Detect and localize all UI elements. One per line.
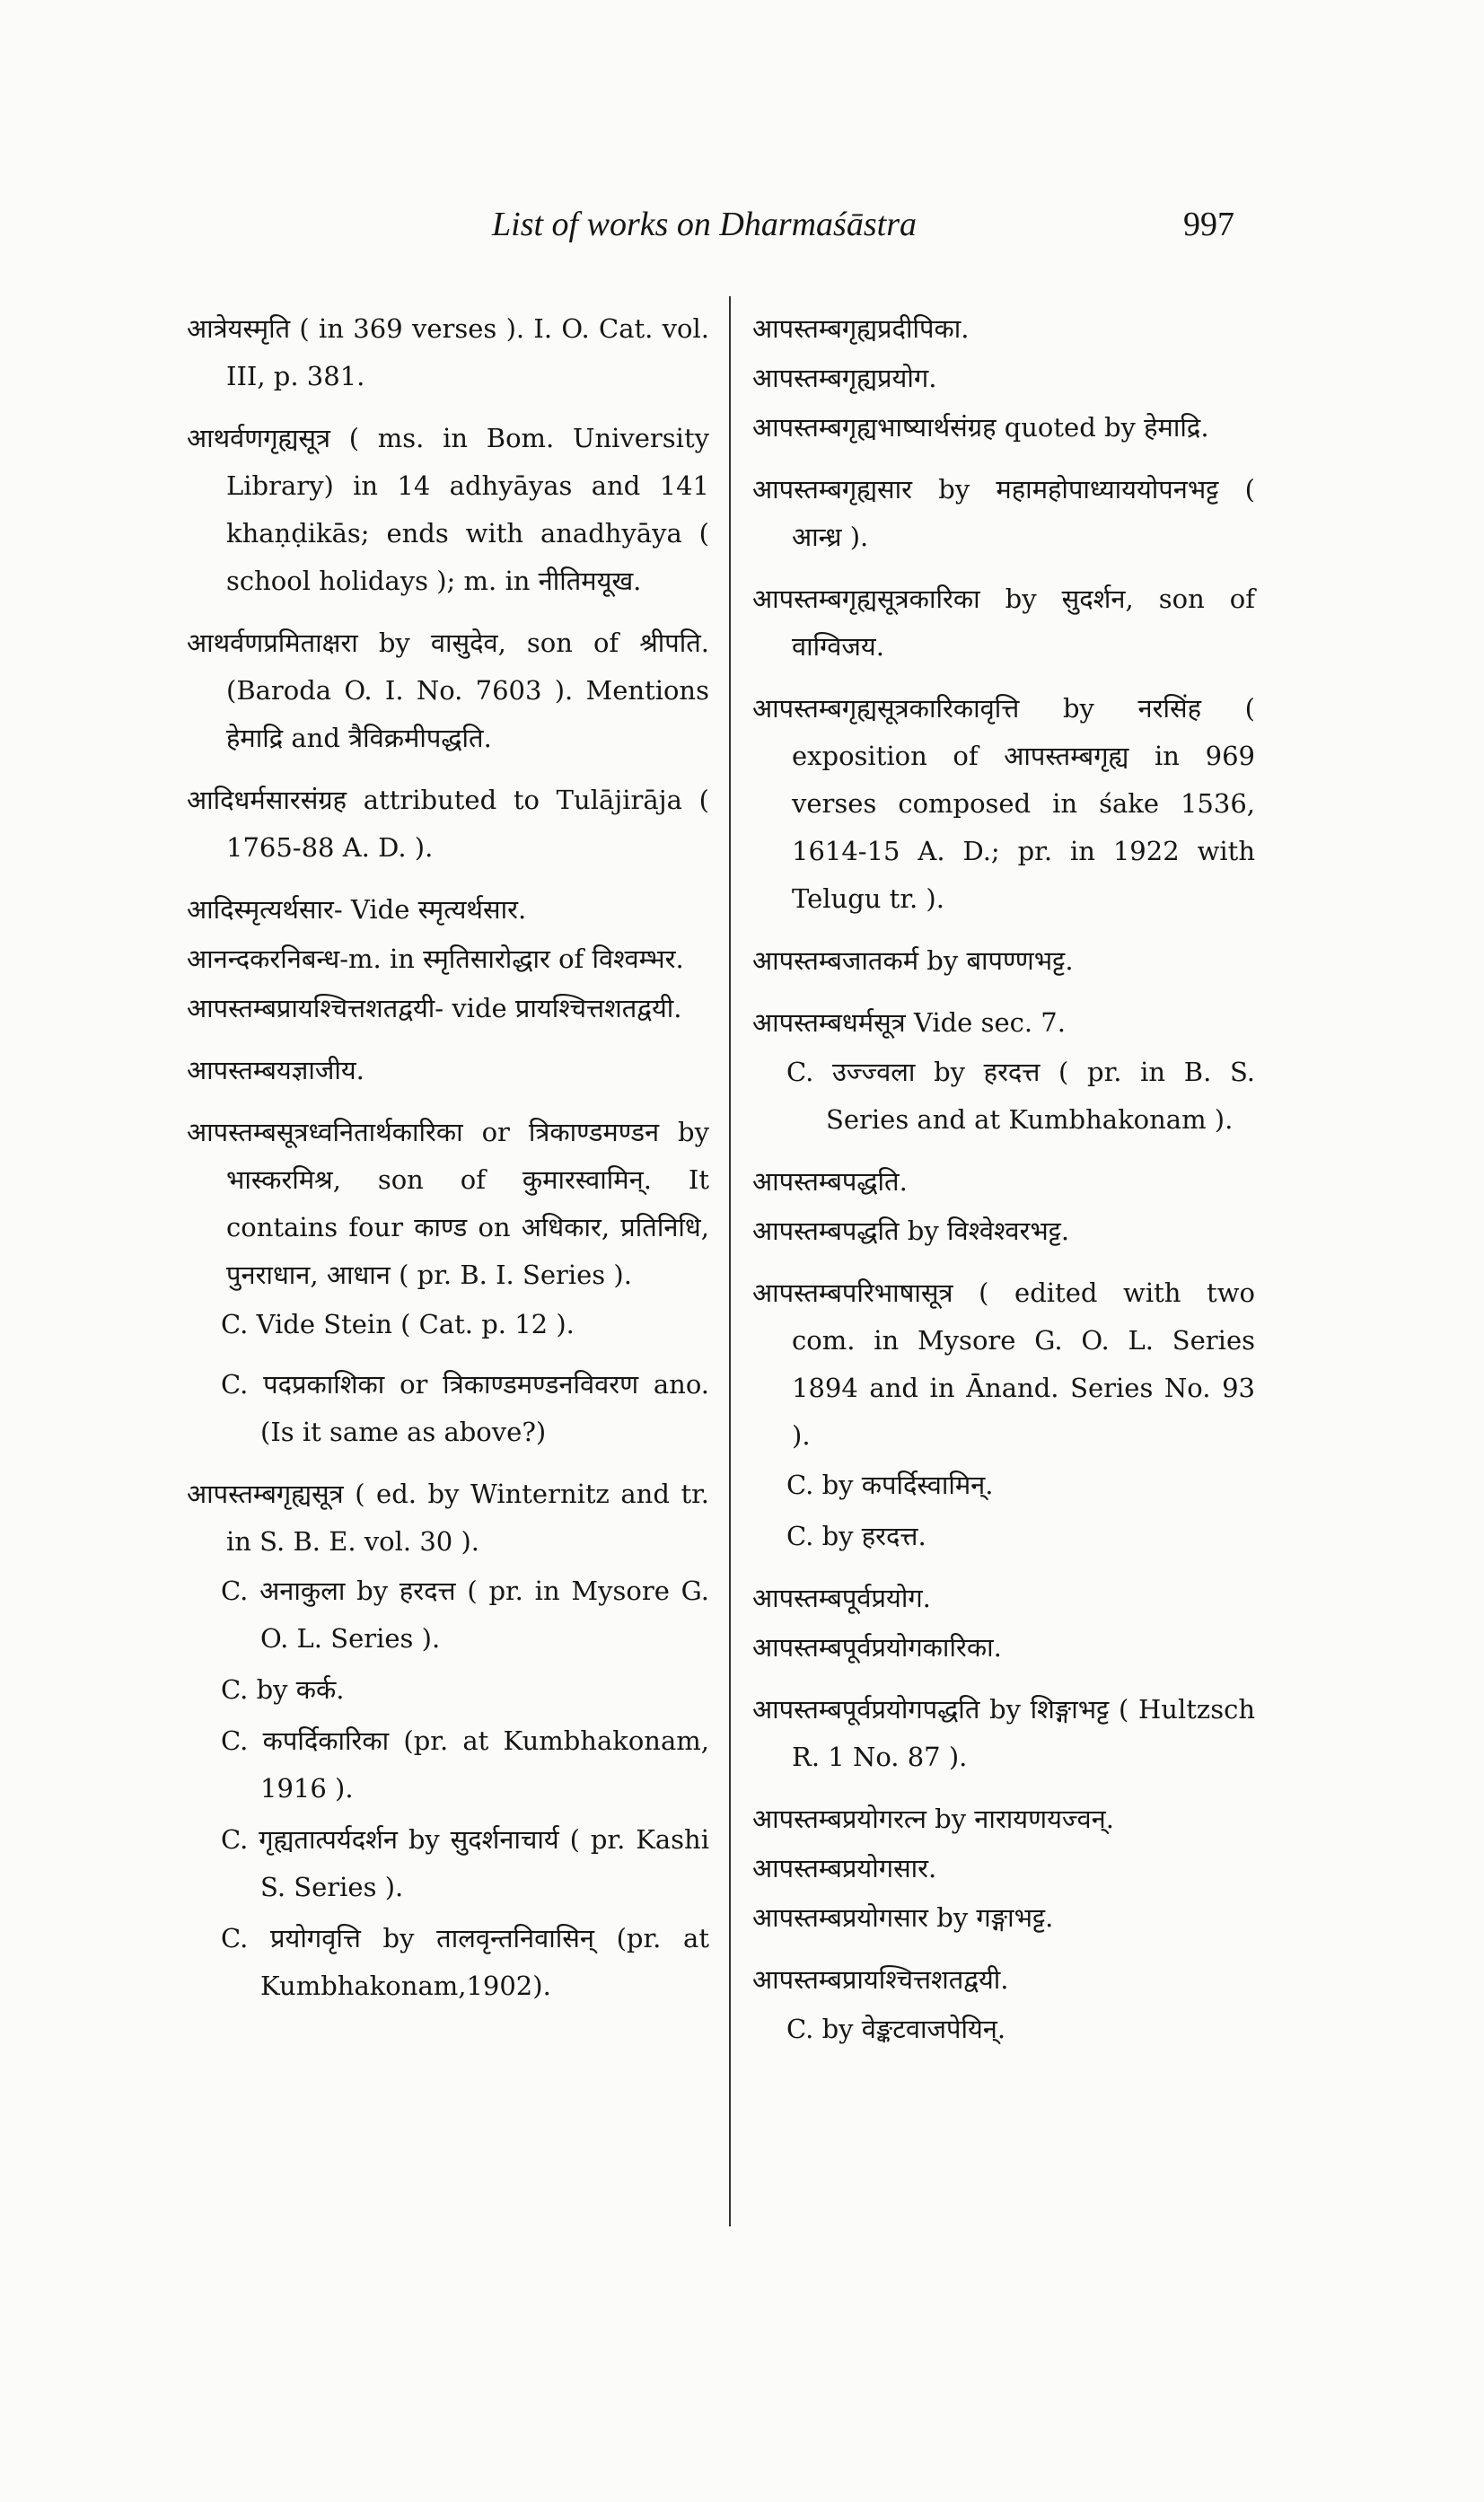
entry: आपस्तम्बपूर्वप्रयोग.: [752, 1583, 931, 1613]
commentary: C. by हरदत्त.: [786, 1521, 926, 1551]
right-column: [752, 305, 1255, 2057]
commentary: C. by कर्क.: [221, 1674, 345, 1705]
entry: आपस्तम्बप्रयोगसार.: [752, 1853, 937, 1883]
entry: आपस्तम्बपूर्वप्रयोगकारिका.: [752, 1632, 1002, 1663]
entry: आपस्तम्बगृह्यसूत्रकारिकावृत्ति by नरसिंह ( exposition of आपस्तम्बगृह्य in 969 verses composed in śake 1536, 1614-15 A. D.; pr. in 1922 with Telugu tr. ).: [752, 693, 1255, 914]
entry: आपस्तम्बगृह्यसूत्र ( ed. by Winternitz and tr. in S. B. E. vol. 30 ).: [187, 1479, 709, 1557]
entry: आथर्वणप्रमिताक्षरा by वासुदेव, son of श्रीपति. (Baroda O. I. No. 7603 ). Mentions हेमाद्रि and त्रैविक्रमीपद्धति.: [187, 628, 709, 753]
entry: आपस्तम्बप्रायश्चित्तशतद्वयी- vide प्रायश्चित्तशतद्वयी.: [187, 993, 682, 1023]
page-number: 997: [1183, 206, 1234, 243]
commentary: C. by वेङ्कटवाजपेयिन्.: [786, 2014, 1006, 2044]
running-title: List of works on Dharmaśāstra: [492, 206, 917, 243]
entry: आनन्दकरनिबन्ध-m. in स्मृतिसारोद्धार of विश्वम्भर.: [187, 944, 684, 974]
entry: आपस्तम्बप्रयोगसार by गङ्गाभट्ट.: [752, 1902, 1054, 1933]
entry: आपस्तम्बगृह्यप्रदीपिका.: [752, 313, 970, 344]
entry: आपस्तम्बधर्मसूत्र Vide sec. 7.: [752, 1007, 1066, 1038]
entry: आपस्तम्बपूर्वप्रयोगपद्धति by शिङ्गाभट्ट ( Hultzsch R. 1 No. 87 ).: [752, 1694, 1255, 1772]
left-column: [187, 305, 709, 2014]
entry: आथर्वणगृह्यसूत्र ( ms. in Bom. University Library) in 14 adhyāyas and 141 khaṇḍikās; ends with anadhyāya ( school holidays ); m. in नीतिमयूख.: [187, 423, 709, 596]
commentary: C. कपर्दिकारिका (pr. at Kumbhakonam, 1916 ).: [221, 1725, 709, 1804]
entry: आपस्तम्बगृह्यसार by महामहोपाध्याययोपनभट्ट ( आन्ध्र ).: [752, 474, 1255, 552]
commentary: C. प्रयोगवृत्ति by तालवृन्तनिवासिन् (pr. at Kumbhakonam,1902).: [221, 1923, 709, 2001]
entry: आपस्तम्बगृह्यभाष्यार्थसंग्रह quoted by हेमाद्रि.: [752, 412, 1209, 443]
commentary: C. गृह्यतात्पर्यदर्शन by सुदर्शनाचार्य ( pr. Kashi S. Series ).: [221, 1824, 709, 1902]
running-header: [0, 205, 1484, 259]
commentary: C. पदप्रकाशिका or त्रिकाण्डमण्डनविवरण ano. (Is it same as above?): [221, 1369, 709, 1447]
commentary: C. by कपर्दिस्वामिन्.: [786, 1470, 994, 1500]
entry: आपस्तम्बगृह्यप्रयोग.: [752, 363, 937, 393]
column-divider: [729, 296, 731, 2226]
entry: आदिस्मृत्यर्थसार- Vide स्मृत्यर्थसार.: [187, 894, 527, 925]
entry: आदिधर्मसारसंग्रह attributed to Tulājirāja ( 1765-88 A. D. ).: [187, 785, 709, 863]
commentary: C. Vide Stein ( Cat. p. 12 ).: [221, 1309, 575, 1339]
commentary: C. अनाकुला by हरदत्त ( pr. in Mysore G. O. L. Series ).: [221, 1576, 709, 1654]
commentary: C. उज्ज्वला by हरदत्त ( pr. in B. S. Series and at Kumbhakonam ).: [786, 1057, 1255, 1135]
entry: आपस्तम्बपद्धति by विश्वेश्वरभट्ट.: [752, 1216, 1070, 1246]
entry: आपस्तम्बजातकर्म by बापण्णभट्ट.: [752, 945, 1074, 976]
entry: आपस्तम्बपरिभाषासूत्र ( edited with two com. in Mysore G. O. L. Series 1894 and in Ānand. Series No. 93 ).: [752, 1277, 1255, 1451]
entry: आपस्तम्बप्रयोगरत्न by नारायणयज्वन्.: [752, 1804, 1114, 1834]
entry: आपस्तम्बयज्ञाजीय.: [187, 1055, 364, 1085]
entry: आपस्तम्बप्रायश्चित्तशतद्वयी.: [752, 1964, 1009, 1995]
entry: आपस्तम्बसूत्रध्वनितार्थकारिका or त्रिकाण्डमण्डन by भास्करमिश्र, son of कुमारस्वामिन्. It contains four काण्ड on अधिकार, प्रतिनिधि, पुनराधान, आधान ( pr. B. I. Series ).: [187, 1117, 709, 1290]
entry: आपस्तम्बपद्धति.: [752, 1166, 908, 1197]
entry: आपस्तम्बगृह्यसूत्रकारिका by सुदर्शन, son of वाग्विजय.: [752, 584, 1255, 662]
entry: आत्रेयस्मृति ( in 369 verses ). I. O. Cat. vol. III, p. 381.: [187, 313, 709, 391]
